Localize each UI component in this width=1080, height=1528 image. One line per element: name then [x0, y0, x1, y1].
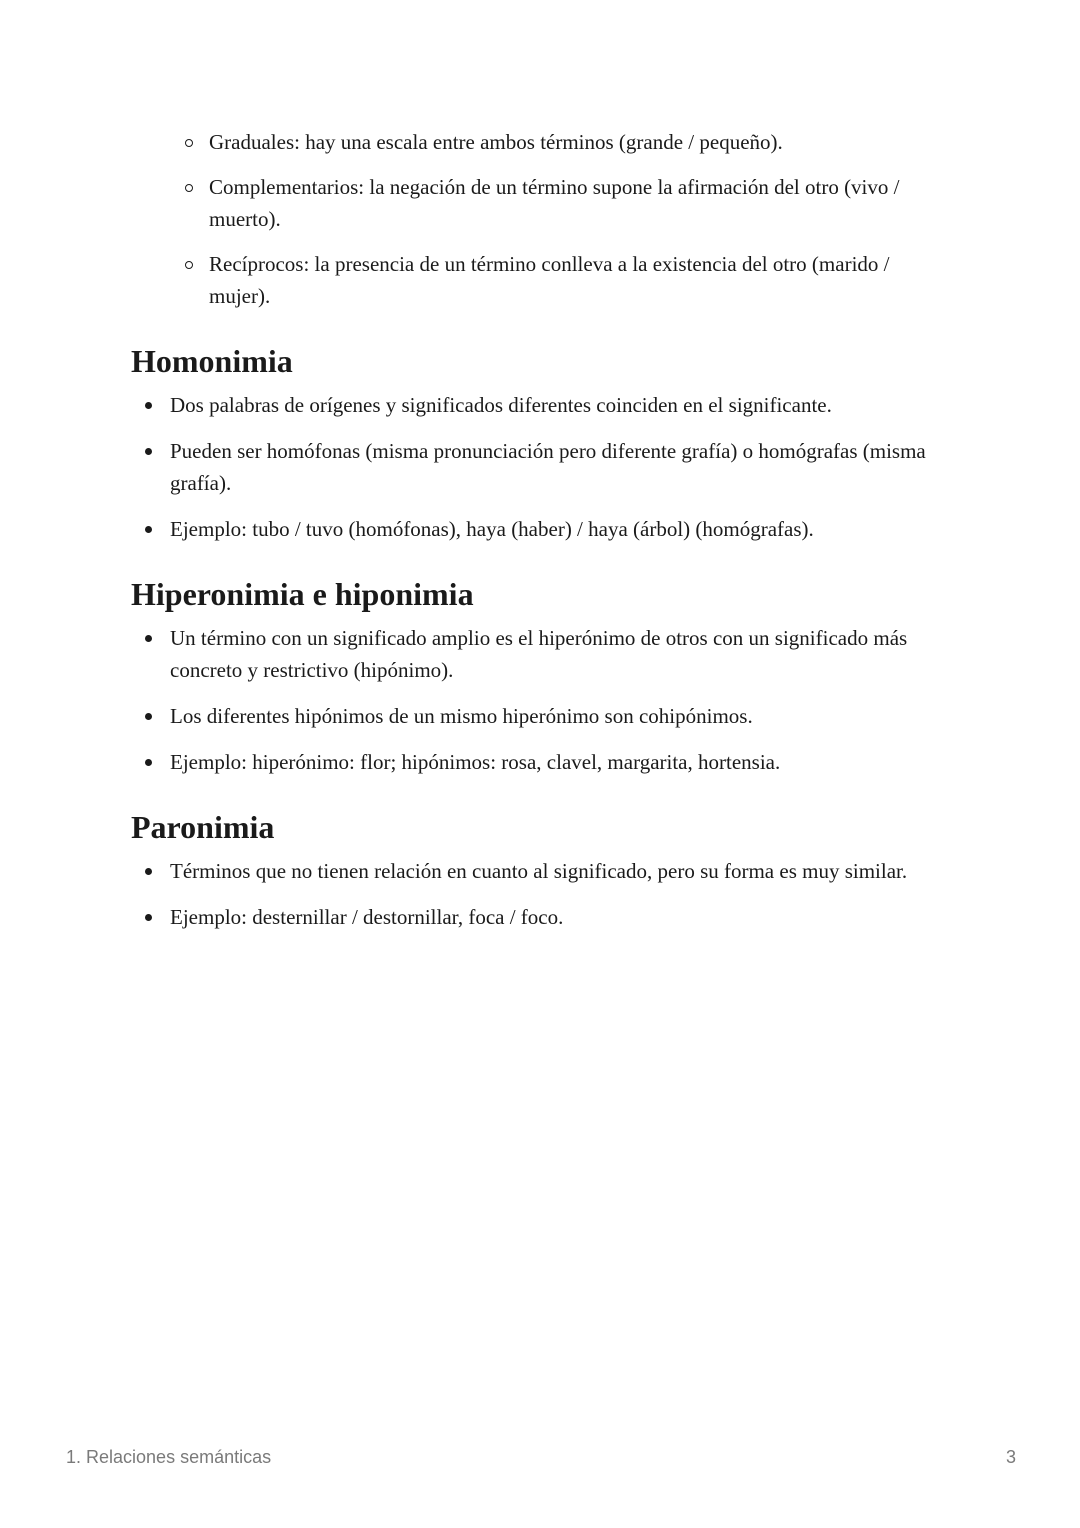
list-item: Un término con un significado amplio es el hiperónimo de otros con un significado más concreto y restrictivo (hipónimo). — [131, 622, 951, 686]
list-item: Ejemplo: tubo / tuvo (homófonas), haya (haber) / haya (árbol) (homógrafas). — [131, 513, 951, 545]
sublist-item-graduales: Graduales: hay una escala entre ambos términos (grande / pequeño). — [131, 126, 951, 158]
section-homonimia — [131, 341, 951, 545]
page-content — [131, 126, 951, 947]
section-heading: Homonimia — [131, 343, 293, 379]
sublist-item-complementarios: Complementarios: la negación de un término supone la afirmación del otro (vivo / muerto). — [131, 171, 951, 235]
list-item: Pueden ser homófonas (misma pronunciación pero diferente grafía) o homógrafas (misma grafía). — [131, 435, 951, 499]
bullet-list — [131, 622, 951, 778]
section-paronimia — [131, 807, 951, 933]
footer-document-title: 1. Relaciones semánticas — [66, 1447, 272, 1467]
antonimia-sublist — [131, 126, 951, 312]
list-item: Términos que no tienen relación en cuanto al significado, pero su forma es muy similar. — [131, 855, 951, 887]
list-item: Ejemplo: desternillar / destornillar, foca / foco. — [131, 901, 951, 933]
sublist-item-reciprocos: Recíprocos: la presencia de un término conlleva a la existencia del otro (marido / mujer). — [131, 248, 951, 312]
list-item: Dos palabras de orígenes y significados diferentes coinciden en el significante. — [131, 389, 951, 421]
list-item: Los diferentes hipónimos de un mismo hiperónimo son cohipónimos. — [131, 700, 951, 732]
footer-page-number: 3 — [1005, 1447, 1016, 1467]
section-hiperonimia — [131, 574, 951, 778]
section-heading: Hiperonimia e hiponimia — [131, 576, 474, 612]
list-item: Ejemplo: hiperónimo: flor; hipónimos: rosa, clavel, margarita, hortensia. — [131, 746, 951, 778]
bullet-list — [131, 389, 951, 545]
section-heading: Paronimia — [131, 809, 275, 845]
bullet-list — [131, 855, 951, 933]
